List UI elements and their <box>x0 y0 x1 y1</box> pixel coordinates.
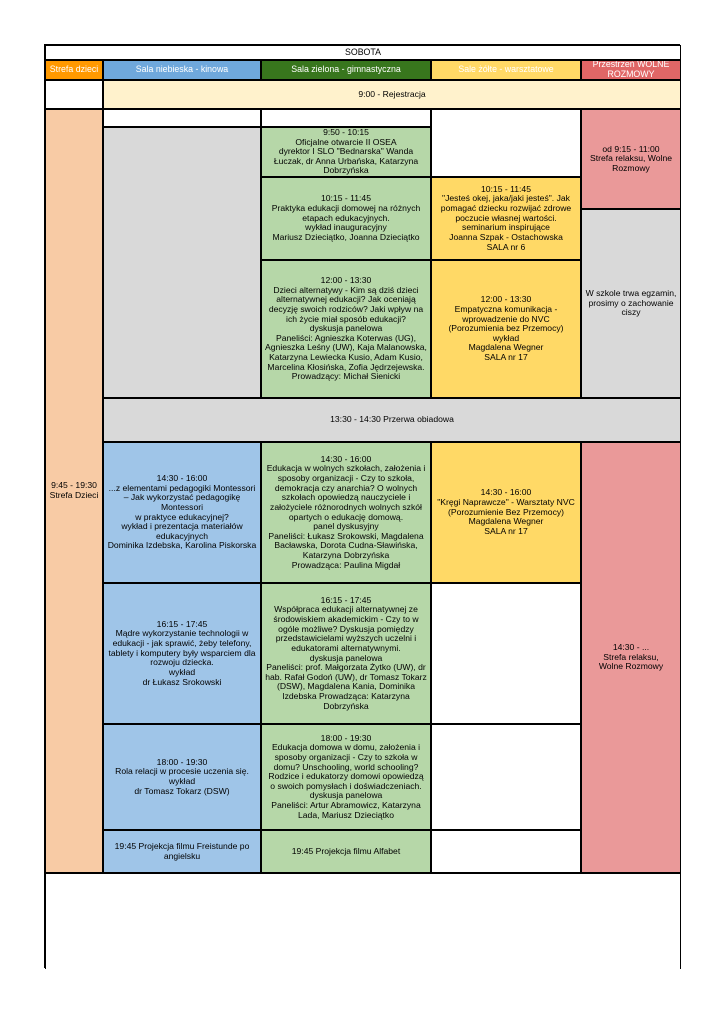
yellow-circles: 14:30 - 16:00 "Kręgi Naprawcze" - Warsztaty NVC (Porozumienie Bez Przemocy) Magdalena Wegner SALA nr 17 <box>431 442 581 583</box>
header-sala-zolta: Sale żółte - warsztatowe <box>431 60 581 80</box>
blue-relations: 18:00 - 19:30 Rola relacji w procesie uczenia się. wykład dr Tomasz Tokarz (DSW) <box>103 724 261 830</box>
header-strefa-dzieci: Strefa dzieci <box>45 60 103 80</box>
header-przestrzen: Przestrzeń WOLNE ROZMOWY <box>581 60 681 80</box>
green-free-schools: 14:30 - 16:00 Edukacja w wolnych szkołach, założenia i sposoby organizacji - Czy to szkoła, demokracja czy anarchia? O wolnych szkołach opowiedzą nauczyciele i założyciele różnorodnych wolnych szkół opartych o edukację domową. panel dyskusyjny Paneliści: Łukasz Srokowski, Magdalena Bacławska, Dorota Cudna-Sławińska, Katarzyna Dobrzyńska Prowadząca: Paulina Migdał <box>261 442 431 583</box>
green-cooperation: 16:15 - 17:45 Współpraca edukacji alternatywnej ze środowiskiem akademickim - Czy to w ogóle możliwe? Dyskusja pomiędzy przedstawicielami wyższych uczelni i edukatorami alternatywnymi. dyskusja panelowa Paneliści: prof. Małgorzata Żytko (UW), dr hab. Rafał Godoń (UW), dr Tomasz Tokarz (DSW), Magdalena Kania, Dominika Izdebska Prowadząca: Katarzyna Dobrzyńska <box>261 583 431 724</box>
yellow-empty-3 <box>431 830 581 873</box>
day-title: SOBOTA <box>45 45 681 60</box>
header-sala-niebieska: Sala niebieska - kinowa <box>103 60 261 80</box>
green-practice: 10:15 - 11:45 Praktyka edukacji domowej na różnych etapach edukacyjnych. wykład inauguracyjny Mariusz Dzieciątko, Joanna Dzieciątko <box>261 177 431 260</box>
yellow-empty-1 <box>431 583 581 724</box>
red-relax-afternoon: 14:30 - ... Strefa relaksu, Wolne Rozmowy <box>581 442 681 873</box>
registration-spacer <box>45 80 103 109</box>
red-exam-notice: W szkole trwa egzamin, prosimy o zachowanie ciszy <box>581 209 681 398</box>
green-alternative-kids: 12:00 - 13:30 Dzieci alternatywy - Kim są dziś dzieci alternatywnej edukacji? Jak oceniają decyzję swoich rodziców? Jaki wpływ na ich życie miał sposób edukacji? dyskusja panelowa Paneliści: Agnieszka Koterwas (UG), Agnieszka Leśny (UW), Kaja Malanowska, Katarzyna Lewiecka Kusio, Adam Kusio, Marcelina Kłosińska, Zofia Jędrzejewska. Prowadzący: Michał Sienicki <box>261 260 431 398</box>
yellow-nvc-lecture: 12:00 - 13:30 Empatyczna komunikacja - wprowadzenie do NVC (Porozumienia bez Przemocy) wykład Magdalena Wegner SALA nr 17 <box>431 260 581 398</box>
green-film: 19:45 Projekcja filmu Alfabet <box>261 830 431 873</box>
yellow-empty-2 <box>431 724 581 830</box>
blue-top-spacer <box>103 109 261 127</box>
lunch-break: 13:30 - 14:30 Przerwa obiadowa <box>103 398 681 442</box>
blue-film: 19:45 Projekcja filmu Freistunde po angielsku <box>103 830 261 873</box>
yellow-top-spacer <box>431 109 581 177</box>
blue-technology: 16:15 - 17:45 Mądre wykorzystanie technologii w edukacji - jak sprawić, żeby telefony, tablety i komputery były wsparciem dla rozwoju dziecka. wykład dr Łukasz Srokowski <box>103 583 261 724</box>
yellow-seminar: 10:15 - 11:45 "Jesteś okej, jaka/jaki jesteś". Jak pomagać dziecku rozwijać zdrowe poczucie własnej wartości. seminarium inspirujące Joanna Szpak - Ostachowska SALA nr 6 <box>431 177 581 260</box>
strefa-dzieci-cell: 9:45 - 19:30 Strefa Dzieci <box>45 109 103 873</box>
green-top-spacer <box>261 109 431 127</box>
header-sala-zielona: Sala zielona - gimnastyczna <box>261 60 431 80</box>
red-relax-morning: od 9:15 - 11:00 Strefa relaksu, Wolne Rozmowy <box>581 109 681 209</box>
registration-row: 9:00 - Rejestracja <box>103 80 681 109</box>
blue-montessori: 14:30 - 16:00 ...z elementami pedagogiki Montessori – Jak wykorzystać pedagogikę Montessori w praktyce edukacyjnej? wykład i prezentacja materiałów edukacyjnych Dominika Izdebska, Karolina Piskorska <box>103 442 261 583</box>
green-opening: 9:50 - 10:15 Oficjalne otwarcie II OSEA dyrektor I SLO "Bednarska" Wanda Łuczak, dr Anna Urbańska, Katarzyna Dobrzyńska <box>261 127 431 177</box>
bottom-empty-area <box>45 873 681 969</box>
green-home-ed: 18:00 - 19:30 Edukacja domowa w domu, założenia i sposoby organizacji - Czy to szkoła w domu? Unschooling, world schooling? Rodzice i edukatorzy domowi opowiedzą o swoich pomysłach i doświadczeniach. dyskusja panelowa Paneliści: Artur Abramowicz, Katarzyna Lada, Mariusz Dzieciątko <box>261 724 431 830</box>
schedule-sheet <box>44 44 680 968</box>
blue-morning-block <box>103 127 261 398</box>
